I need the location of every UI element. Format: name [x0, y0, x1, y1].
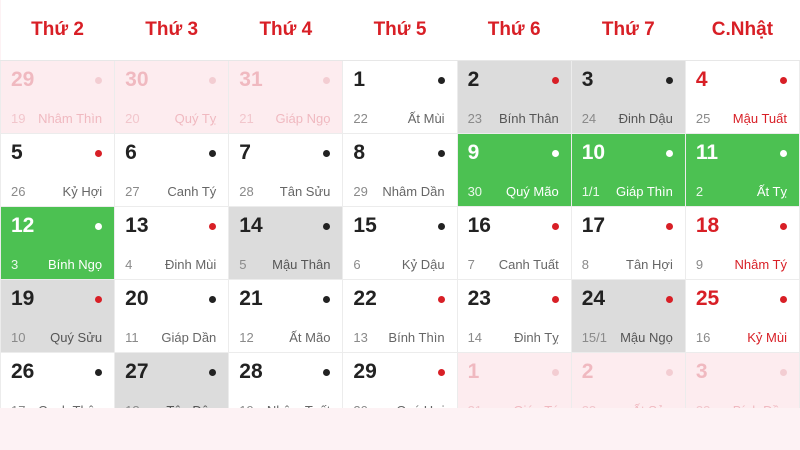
day-cell-content [572, 61, 685, 133]
lunar-day-number: 3 [11, 257, 19, 272]
day-marker-dot-icon [438, 223, 445, 230]
day-cell-content [458, 134, 571, 206]
weekday-header-tue: Thứ 3 [115, 0, 229, 61]
day-marker-dot-icon [780, 223, 787, 230]
solar-date: 13 [125, 214, 149, 237]
solar-date: 15 [353, 214, 377, 237]
day-marker-dot-icon [780, 77, 787, 84]
day-marker-dot-icon [323, 150, 330, 157]
calendar-week-row [1, 207, 800, 280]
lunar-day-name: Đinh Mùi [164, 257, 217, 272]
day-marker-dot-icon [552, 369, 559, 376]
lunar-day-name: Quý Tỵ [174, 111, 217, 126]
day-cell-content [572, 280, 685, 352]
lunar-day-number: 26 [11, 184, 26, 199]
lunar-day-number: 8 [581, 257, 589, 272]
lunar-day-number: 12 [239, 330, 254, 345]
solar-date: 9 [467, 141, 480, 164]
solar-date: 29 [11, 68, 35, 91]
solar-date: 10 [581, 141, 606, 164]
lunar-day-name: Nhâm Thìn [38, 111, 103, 126]
lunar-day-name: Kỷ Mùi [747, 330, 787, 345]
lunar-day-number: 5 [239, 257, 247, 272]
day-marker-dot-icon [323, 369, 330, 376]
lunar-day-name: Ất Tỵ [756, 184, 787, 199]
lunar-day-name: Bính Thân [498, 111, 559, 126]
day-marker-dot-icon [95, 150, 102, 157]
calendar-day-cell[interactable] [457, 207, 571, 280]
lunar-day-name: Ất Mão [289, 330, 331, 345]
calendar-day-cell[interactable] [571, 207, 685, 280]
solar-date: 8 [353, 141, 366, 164]
lunar-day-name: Bính Ngọ [47, 257, 103, 272]
calendar-week-row [1, 280, 800, 353]
calendar-day-cell[interactable] [1, 280, 115, 353]
day-marker-dot-icon [323, 223, 330, 230]
day-cell-content [458, 280, 571, 352]
lunar-day-number: 24 [581, 111, 597, 126]
solar-date: 3 [695, 360, 708, 383]
lunar-day-name: Quý Mão [505, 184, 559, 199]
lunar-day-name: Quý Sửu [50, 330, 103, 345]
lunar-day-number: 29 [353, 184, 368, 199]
calendar-day-cell[interactable] [685, 207, 799, 280]
solar-date: 23 [467, 287, 491, 310]
calendar-day-cell[interactable] [343, 280, 457, 353]
lunar-day-name: Nhâm Tý [734, 257, 787, 272]
lunar-day-name: Đinh Dậu [618, 111, 673, 126]
day-marker-dot-icon [438, 150, 445, 157]
weekday-header-sun: C.Nhật [685, 0, 799, 61]
day-marker-dot-icon [666, 150, 673, 157]
day-cell-content [343, 134, 456, 206]
lunar-day-number: 13 [353, 330, 368, 345]
day-marker-dot-icon [666, 369, 673, 376]
lunar-day-name: Giáp Thìn [615, 184, 673, 199]
solar-date: 1 [353, 68, 366, 91]
calendar-day-cell[interactable] [343, 207, 457, 280]
day-marker-dot-icon [552, 77, 559, 84]
day-cell-content [1, 134, 114, 206]
lunar-day-number: 30 [467, 184, 483, 199]
lunar-day-name: Tân Hợi [626, 257, 673, 272]
day-cell-content [343, 207, 456, 279]
solar-date: 27 [125, 360, 149, 383]
solar-date: 26 [11, 360, 35, 383]
calendar-day-cell[interactable] [115, 61, 229, 134]
lunar-day-number: 6 [353, 257, 361, 272]
solar-date: 6 [125, 141, 137, 164]
solar-date: 24 [581, 287, 606, 310]
day-marker-dot-icon [209, 223, 216, 230]
calendar-day-cell[interactable] [115, 280, 229, 353]
solar-date: 17 [581, 214, 606, 237]
lunar-day-number: 16 [695, 330, 711, 345]
day-marker-dot-icon [95, 223, 102, 230]
calendar-day-cell[interactable] [115, 207, 229, 280]
calendar-day-cell[interactable] [457, 61, 571, 134]
day-marker-dot-icon [552, 296, 559, 303]
day-marker-dot-icon [438, 369, 445, 376]
day-cell-content [115, 280, 228, 352]
day-marker-dot-icon [780, 150, 787, 157]
day-cell-content [572, 207, 685, 279]
day-cell-content [229, 280, 342, 352]
calendar-day-cell[interactable] [685, 280, 799, 353]
weekday-header-fri: Thứ 6 [457, 0, 571, 61]
lunar-day-name: Giáp Ngọ [275, 111, 331, 126]
lunar-day-number: 7 [467, 257, 475, 272]
lunar-day-number: 28 [239, 184, 254, 199]
day-marker-dot-icon [95, 369, 102, 376]
solar-date: 7 [239, 141, 251, 164]
lunar-day-name: Nhâm Dần [382, 184, 445, 199]
day-cell-content [458, 61, 571, 133]
lunar-day-number: 4 [125, 257, 133, 272]
lunar-day-name: Giáp Dần [161, 330, 217, 345]
calendar-day-cell[interactable] [571, 61, 685, 134]
day-cell-content [686, 207, 799, 279]
day-marker-dot-icon [552, 223, 559, 230]
solar-date: 28 [239, 360, 263, 383]
solar-date: 25 [695, 287, 720, 310]
day-marker-dot-icon [438, 296, 445, 303]
day-cell-content [686, 280, 799, 352]
lunar-day-number: 15/1 [581, 330, 608, 345]
solar-date: 14 [239, 214, 263, 237]
day-cell-content [343, 61, 456, 133]
lunar-day-number: 23 [467, 111, 483, 126]
solar-date: 2 [467, 68, 480, 91]
calendar-day-cell[interactable] [343, 61, 457, 134]
lunar-day-name: Tân Sửu [279, 184, 331, 199]
calendar-day-cell[interactable] [1, 61, 115, 134]
lunar-day-number: 21 [239, 111, 254, 126]
lunar-day-number: 14 [467, 330, 483, 345]
lunar-day-name: Mậu Ngọ [620, 330, 673, 345]
solar-date: 22 [353, 287, 377, 310]
day-cell-content [115, 61, 228, 133]
day-cell-content [229, 134, 342, 206]
lunar-day-name: Kỷ Hợi [62, 184, 103, 199]
day-cell-content [229, 207, 342, 279]
lunar-day-number: 1/1 [581, 184, 600, 199]
calendar-week-row [1, 61, 800, 134]
lunar-day-number: 20 [125, 111, 140, 126]
solar-date: 12 [11, 214, 35, 237]
solar-date: 16 [467, 214, 491, 237]
solar-date: 20 [125, 287, 149, 310]
calendar-day-cell[interactable] [229, 207, 343, 280]
weekday-header-wed: Thứ 4 [229, 0, 343, 61]
solar-date: 11 [695, 141, 719, 164]
day-marker-dot-icon [323, 296, 330, 303]
day-cell-content [115, 134, 228, 206]
calendar-day-cell[interactable] [685, 134, 799, 207]
lunar-day-name: Bính Thìn [388, 330, 445, 345]
day-cell-content [1, 207, 114, 279]
day-cell-content [229, 61, 342, 133]
day-marker-dot-icon [780, 296, 787, 303]
day-marker-dot-icon [666, 77, 673, 84]
lunar-day-name: Kỷ Dậu [401, 257, 445, 272]
calendar-day-cell[interactable] [457, 134, 571, 207]
weekday-header-sat: Thứ 7 [571, 0, 685, 61]
lunar-day-number: 27 [125, 184, 140, 199]
lunar-day-number: 19 [11, 111, 26, 126]
weekday-header-mon: Thứ 2 [1, 0, 115, 61]
day-cell-content [115, 207, 228, 279]
solar-date: 31 [239, 68, 263, 91]
day-marker-dot-icon [780, 369, 787, 376]
calendar-day-cell[interactable] [229, 134, 343, 207]
calendar-week-row [1, 134, 800, 207]
lunar-day-number: 25 [695, 111, 711, 126]
calendar-day-cell[interactable] [571, 134, 685, 207]
day-cell-content [1, 61, 114, 133]
day-marker-dot-icon [666, 296, 673, 303]
day-marker-dot-icon [209, 369, 216, 376]
day-marker-dot-icon [209, 296, 216, 303]
day-cell-content [458, 207, 571, 279]
lunar-day-name: Ất Mùi [407, 111, 445, 126]
solar-date: 21 [239, 287, 263, 310]
day-marker-dot-icon [209, 77, 216, 84]
calendar-day-cell[interactable] [229, 61, 343, 134]
day-marker-dot-icon [552, 150, 559, 157]
lunar-day-name: Canh Tý [167, 184, 217, 199]
solar-date: 1 [467, 360, 480, 383]
solar-date: 5 [11, 141, 23, 164]
weekday-header-thu: Thứ 5 [343, 0, 457, 61]
day-cell-content [572, 134, 685, 206]
lunar-day-number: 11 [125, 330, 139, 345]
footer-strip [0, 408, 800, 450]
day-marker-dot-icon [666, 223, 673, 230]
lunar-day-name: Mậu Thân [272, 257, 331, 272]
calendar-day-cell[interactable] [1, 134, 115, 207]
calendar-day-cell[interactable] [115, 134, 229, 207]
lunar-day-number: 2 [695, 184, 704, 199]
lunar-day-name: Canh Tuất [498, 257, 559, 272]
solar-date: 4 [695, 68, 708, 91]
lunar-day-number: 22 [353, 111, 368, 126]
solar-date: 2 [581, 360, 594, 383]
solar-date: 3 [581, 68, 594, 91]
lunar-day-name: Đinh Tỵ [514, 330, 559, 345]
calendar-body [1, 61, 800, 426]
calendar-day-cell[interactable] [457, 280, 571, 353]
calendar-day-cell[interactable] [343, 134, 457, 207]
day-marker-dot-icon [323, 77, 330, 84]
calendar-day-cell[interactable] [571, 280, 685, 353]
solar-date: 19 [11, 287, 35, 310]
solar-date: 18 [695, 214, 720, 237]
day-cell-content [343, 280, 456, 352]
calendar-day-cell[interactable] [1, 207, 115, 280]
day-marker-dot-icon [438, 77, 445, 84]
day-cell-content [686, 134, 799, 206]
day-cell-content [1, 280, 114, 352]
lunar-day-number: 10 [11, 330, 26, 345]
day-cell-content [686, 61, 799, 133]
day-marker-dot-icon [95, 296, 102, 303]
solar-date: 30 [125, 68, 149, 91]
day-marker-dot-icon [209, 150, 216, 157]
calendar-header-row [1, 0, 800, 61]
lunar-day-name: Mậu Tuất [732, 111, 787, 126]
day-marker-dot-icon [95, 77, 102, 84]
calendar-day-cell[interactable] [229, 280, 343, 353]
solar-date: 29 [353, 360, 377, 383]
calendar-day-cell[interactable] [685, 61, 799, 134]
lunar-day-number: 9 [695, 257, 704, 272]
